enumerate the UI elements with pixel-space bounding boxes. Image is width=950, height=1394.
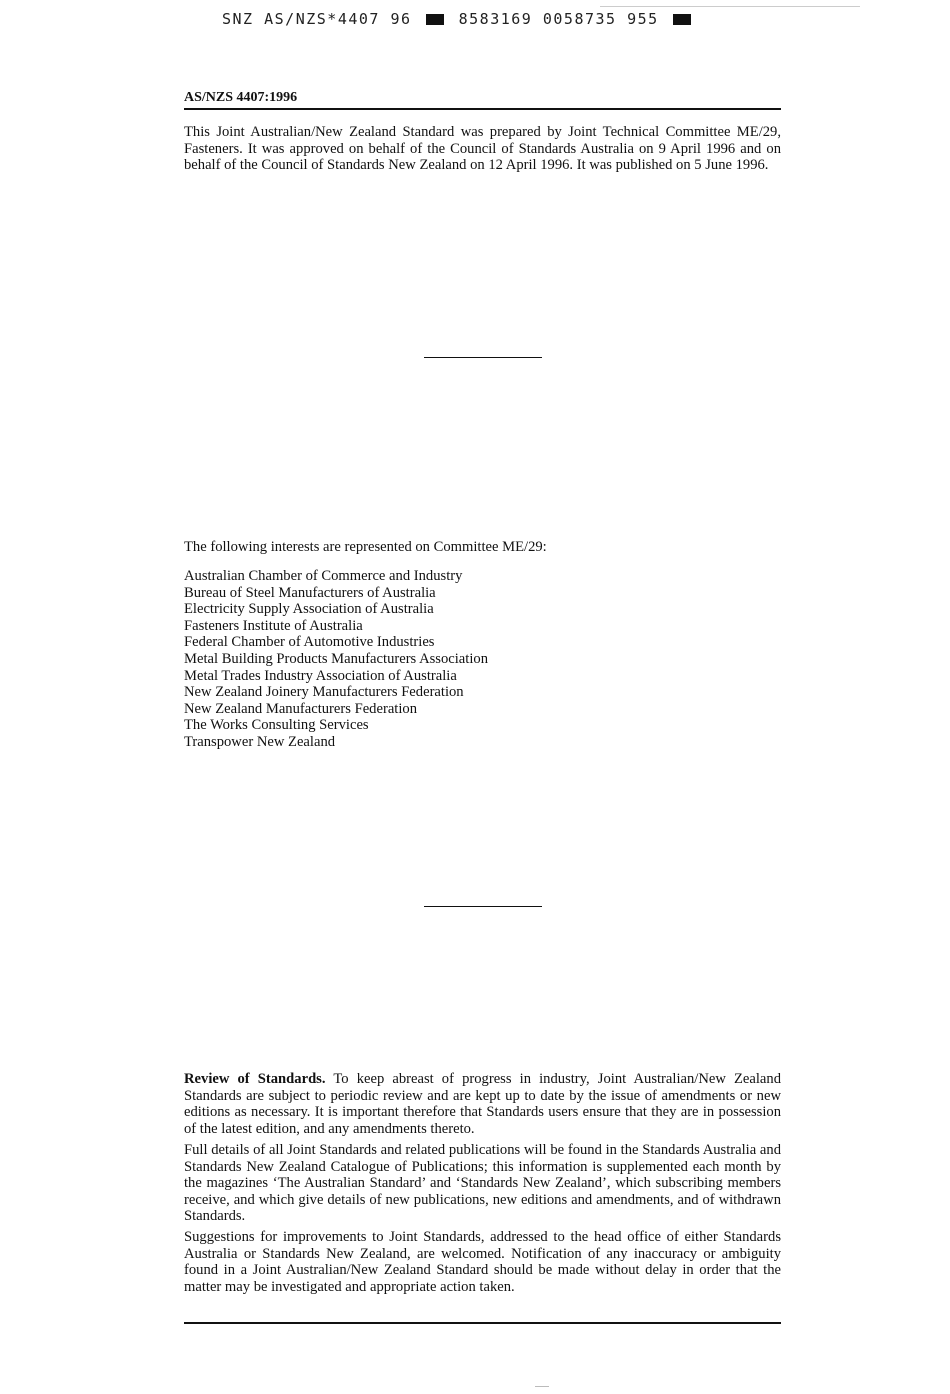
list-item: Federal Chamber of Automotive Industries xyxy=(184,634,435,651)
committee-member-list xyxy=(184,568,488,751)
section-separator xyxy=(424,906,542,907)
list-item: The Works Consulting Services xyxy=(184,717,369,734)
scan-artifact-line xyxy=(600,6,860,7)
barcode-block-icon xyxy=(673,14,691,25)
list-item: New Zealand Joinery Manufacturers Federation xyxy=(184,684,464,701)
review-title: Review of Standards. xyxy=(184,1071,326,1087)
scan-header-left-code: SNZ AS/NZS*4407 96 xyxy=(222,10,412,28)
document-intro: This Joint Australian/New Zealand Standard was prepared by Joint Technical Committee ME/29, Fasteners. It was approved on behalf of the Council of Standards Australia on 9 April 1996 and on behalf of the Council of Standards New Zealand on 12 April 1996. It was published on 5 June 1996. xyxy=(184,124,781,174)
suggestions-paragraph: Suggestions for improvements to Joint Standards, addressed to the head office of either Standards Australia or Standards New Zealand, are welcomed. Notification of any inaccuracy or ambiguity found in a Joint Australian/New Zealand Standard should be made without delay in order that the matter may be investigated and appropriate action taken. xyxy=(184,1229,781,1295)
list-item: New Zealand Manufacturers Federation xyxy=(184,700,417,717)
section-separator xyxy=(424,357,542,358)
scan-header xyxy=(222,10,695,28)
list-item: Metal Trades Industry Association of Australia xyxy=(184,667,457,684)
committee-intro: The following interests are represented on Committee ME/29: xyxy=(184,539,547,555)
list-item: Fasteners Institute of Australia xyxy=(184,617,363,634)
details-paragraph: Full details of all Joint Standards and related publications will be found in the Standards Australia and Standards New Zealand Catalogue of Publications; this information is supplemented each month by the magazines ‘The Australian Standard’ and ‘Standards New Zealand’, which subscribing members receive, and which give details of new publications, new editions and amendments, and of withdrawn Standards. xyxy=(184,1142,781,1225)
header-rule xyxy=(184,108,781,110)
scan-artifact-mark xyxy=(535,1386,549,1387)
scan-header-right-code: 8583169 0058735 955 xyxy=(458,10,659,28)
list-item: Australian Chamber of Commerce and Industry xyxy=(184,568,463,584)
list-item: Transpower New Zealand xyxy=(184,733,336,750)
list-item: Metal Building Products Manufacturers Association xyxy=(184,650,488,667)
list-item: Bureau of Steel Manufacturers of Australia xyxy=(184,584,436,601)
document-id: AS/NZS 4407:1996 xyxy=(184,90,298,105)
review-paragraph xyxy=(184,1071,781,1137)
review-body: To keep abreast of progress in industry, Joint Australian/New Zealand Standards are subject to periodic review and are kept up to date by the issue of amendments or new editions as necessary. It is important therefore that Standards users ensure that they are in possession of the latest edition, and any amendments thereto. xyxy=(184,1071,782,1137)
barcode-block-icon xyxy=(426,14,444,25)
footer-rule xyxy=(184,1322,781,1324)
list-item: Electricity Supply Association of Australia xyxy=(184,601,434,618)
